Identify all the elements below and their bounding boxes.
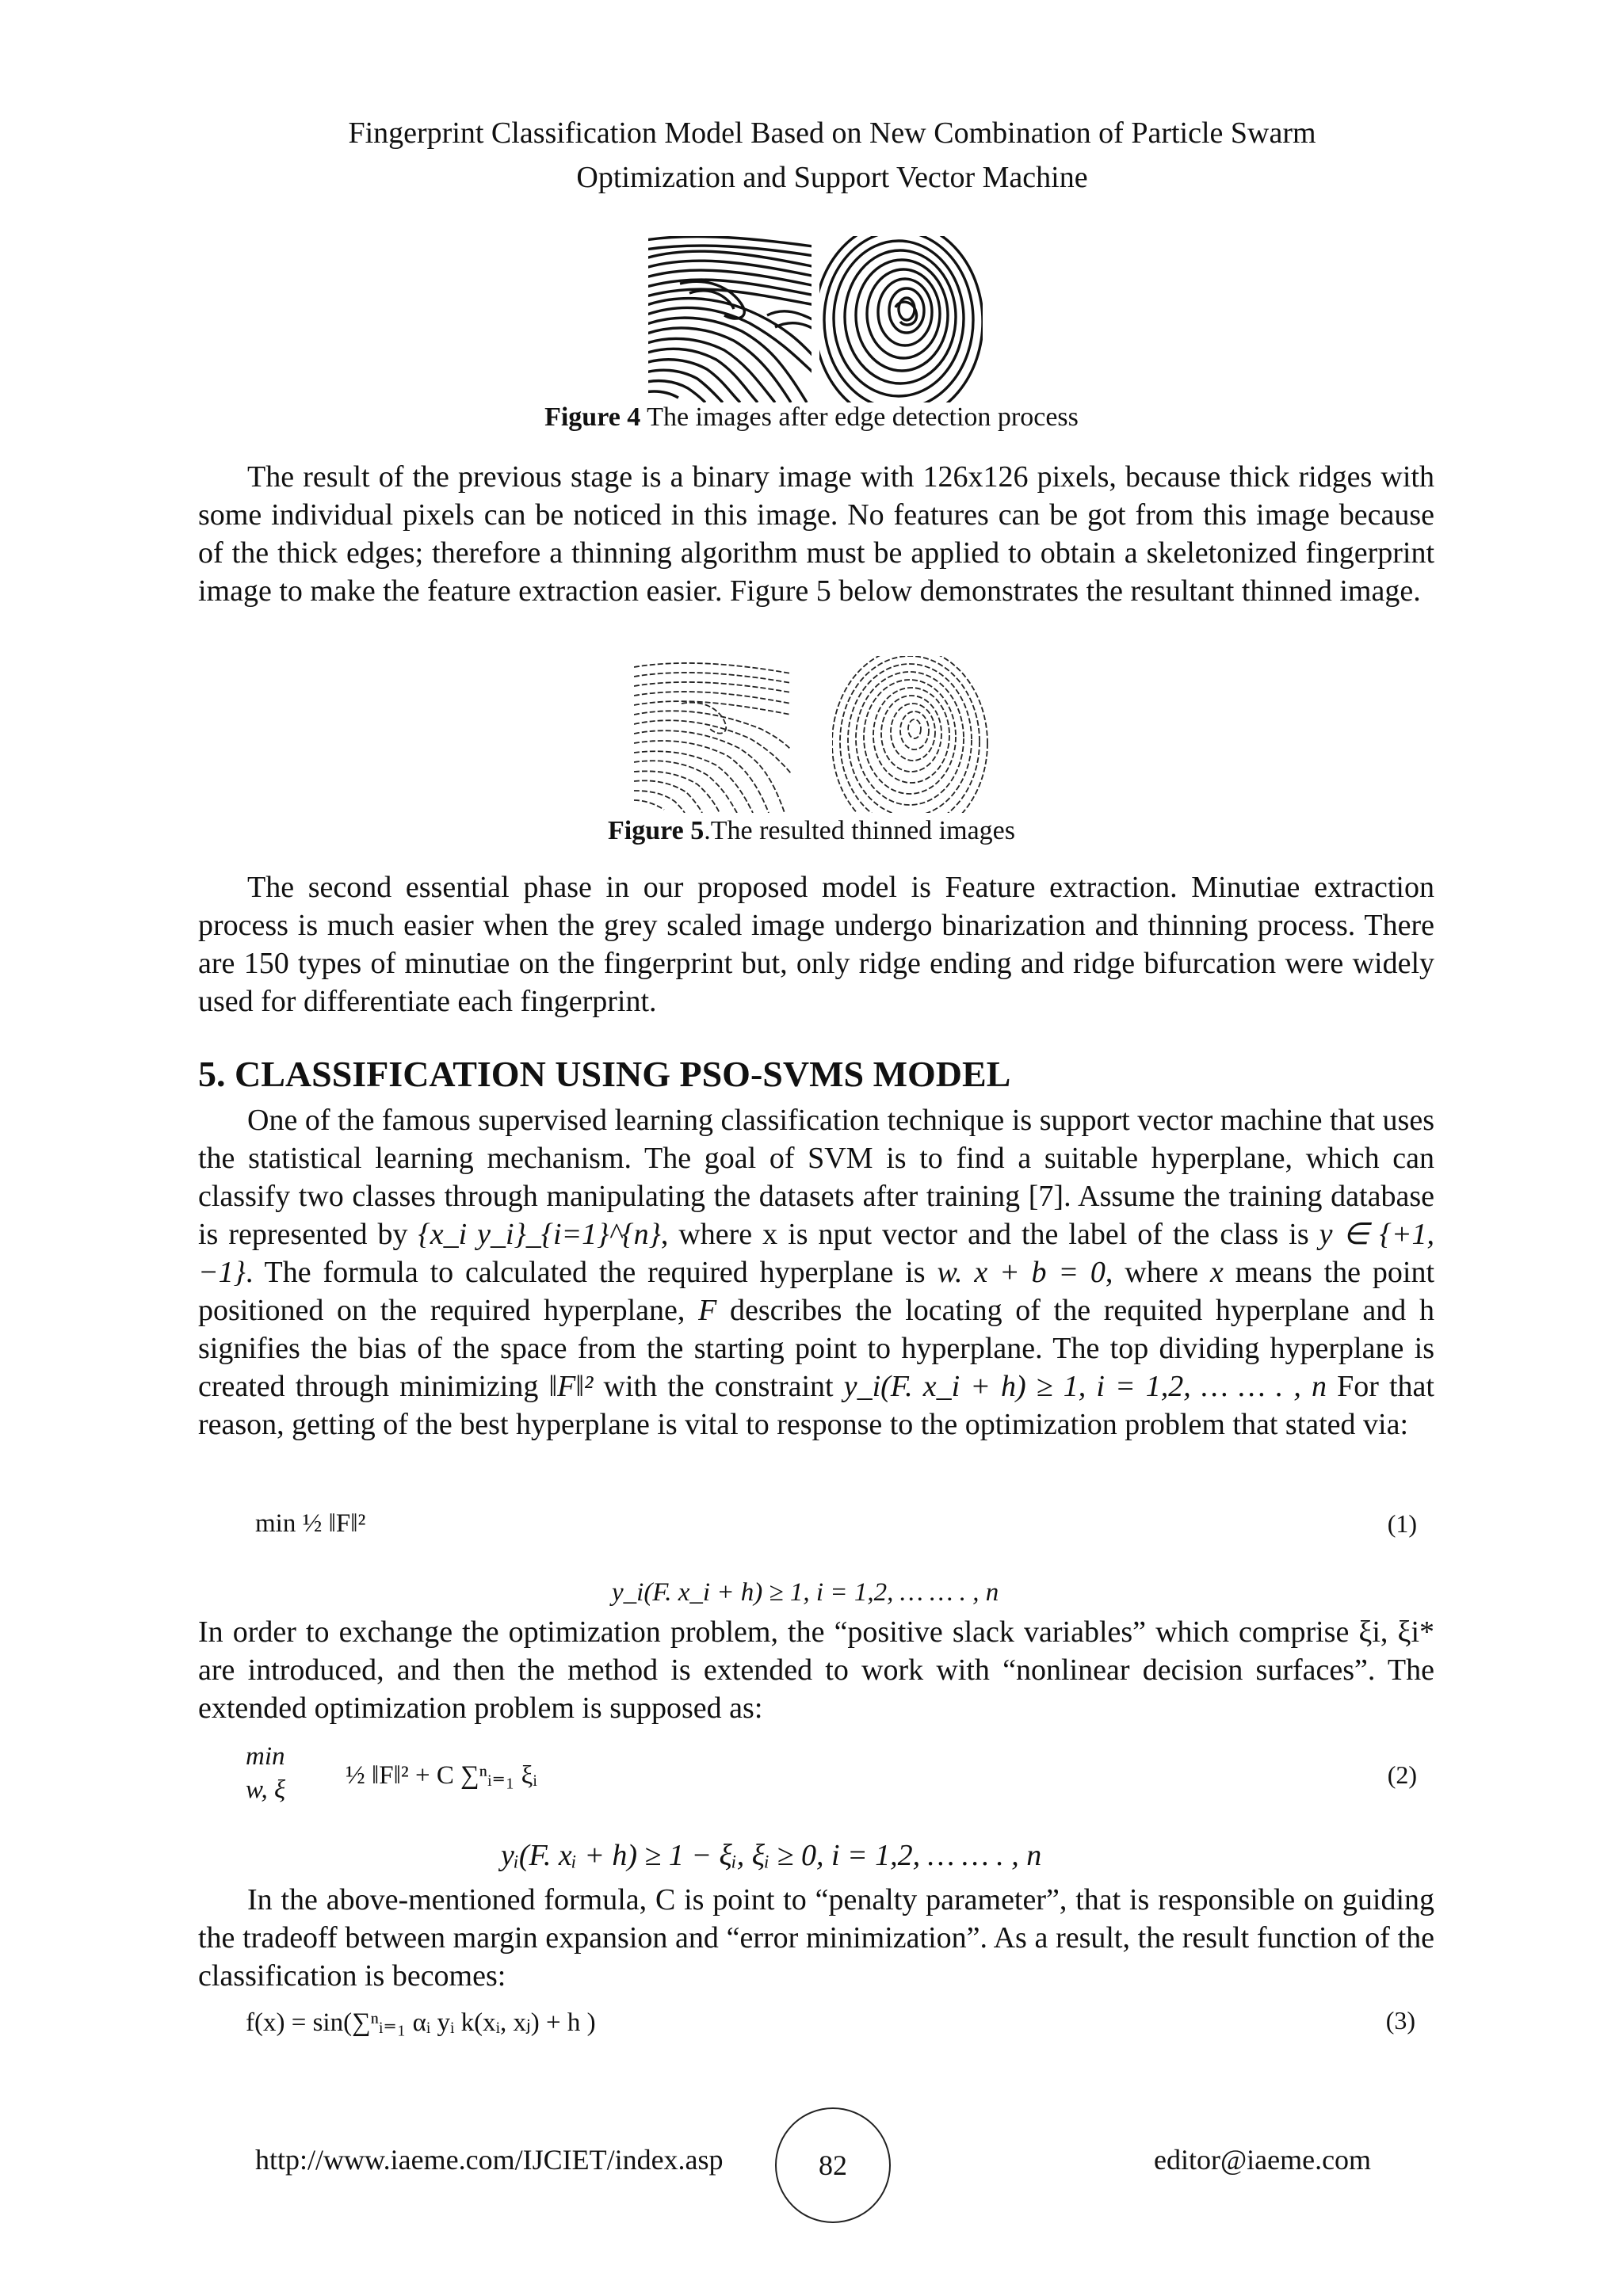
paragraph-3-text-8: For that reason, getting of the best hyperplane is vital to response to the optimization problem that stated via:	[198, 1370, 1434, 1441]
fingerprint-thinned-image-1	[634, 656, 791, 813]
equation-3-number: (3)	[1385, 2006, 1415, 2035]
equation-2-min-sub: w, ξ	[246, 1775, 286, 1804]
equation-2-number: (2)	[1387, 1760, 1417, 1789]
paragraph-3-text-1: One of the famous supervised learning classification technique is support vector machine that uses the statistical learning mechanism. The goal of SVM is to find a suitable hyperplane, which can classify two classes through manipulating the datasets after training [7]. Assume the training database is represented by	[198, 1104, 1434, 1251]
paragraph-1-text: The result of the previous stage is a binary image with 126x126 pixels, because thick ridges with some individual pixels can be noticed in this image. No features can be got from this image because of the thick edges; therefore a thinning algorithm must be applied to obtain a skeletonized fingerprint image to make the feature extraction easier. Figure 5 below demonstrates the resultant thinned image.	[198, 460, 1434, 608]
math-constraint: y_i(F. x_i + h) ≥ 1, i = 1,2, … … . , n	[843, 1370, 1327, 1403]
paragraph-3-text-7: with the constraint	[593, 1370, 844, 1403]
header-line-2: Optimization and Support Vector Machine	[576, 161, 1088, 194]
paragraph-3	[198, 1101, 1434, 1444]
section-heading: 5. CLASSIFICATION USING PSO-SVMS MODEL	[198, 1054, 1011, 1094]
equation-1-number: (1)	[1387, 1509, 1417, 1538]
paragraph-3-text-3: . The formula to calculated the required hyperplane is	[245, 1256, 938, 1289]
math-training-set: {x_i y_i}_{i=1}^{n}	[418, 1218, 661, 1251]
fingerprint-edge-image-2	[819, 236, 983, 402]
header-line-1: Fingerprint Classification Model Based on New Combination of Particle Swarm	[348, 116, 1316, 150]
equation-2-min-label: min	[246, 1742, 285, 1771]
figure-4-label: Figure 4	[544, 402, 641, 432]
equation-3: f(x) = sin(∑ⁿᵢ₌₁ αᵢ yᵢ k(xᵢ, xⱼ) + h )	[246, 2008, 596, 2037]
footer-url[interactable]: http://www.iaeme.com/IJCIET/index.asp	[255, 2144, 724, 2176]
fingerprint-edge-image-1	[648, 236, 812, 402]
paragraph-2-text: The second essential phase in our proposed model is Feature extraction. Minutiae extraction process is much easier when the grey scaled image undergo binarization and thinning process. There are 150 types of minutiae on the fingerprint but, only ridge ending and ridge bifurcation were widely used for differentiate each fingerprint.	[198, 871, 1434, 1018]
paragraph-4-text: In order to exchange the optimization problem, the “positive slack variables” which comprise ξi, ξi* are introduced, and then the method is extended to work with “nonlinear decision surfaces”. The extended optimization problem is supposed as:	[198, 1615, 1434, 1725]
figure-4-caption-text: The images after edge detection process	[640, 402, 1079, 432]
footer-email[interactable]: editor@iaeme.com	[1154, 2144, 1372, 2176]
figure-5-images	[634, 656, 989, 813]
paragraph-5-text: In the above-mentioned formula, C is point to “penalty parameter”, that is responsible on guiding the tradeoff between margin expansion and “error minimization”. As a result, the result function of the classification is becomes:	[198, 1883, 1434, 1993]
math-hyperplane: w. x + b = 0	[937, 1256, 1106, 1289]
figure-5-caption	[0, 816, 1623, 846]
figure-5-label: Figure 5	[608, 816, 705, 845]
paragraph-3-text-4: , where	[1105, 1256, 1210, 1289]
paragraph-5	[198, 1881, 1434, 1995]
equation-1: min ½ ‖F‖²	[255, 1509, 366, 1538]
math-norm: ‖F‖²	[548, 1370, 594, 1403]
equation-1-constraint: y_i(F. x_i + h) ≥ 1, i = 1,2, … … . , n	[612, 1578, 999, 1607]
figure-4-caption	[0, 402, 1623, 433]
figure-4-images	[648, 236, 983, 402]
page-number: 82	[775, 2107, 891, 2223]
math-f: F	[698, 1294, 717, 1327]
equation-2-constraint: yᵢ(F. xᵢ + h) ≥ 1 − ξᵢ, ξᵢ ≥ 0, i = 1,2, … … . , n	[501, 1839, 1042, 1872]
math-x: x	[1209, 1256, 1224, 1289]
paragraph-1	[198, 458, 1434, 610]
math-label-set: y ∈ {+1, −1}	[198, 1218, 1434, 1289]
figure-5-caption-text: .The resulted thinned images	[704, 816, 1015, 845]
paragraph-3-text-2: , where x is nput vector and the label of the class is	[660, 1218, 1319, 1251]
paragraph-3-text-5: means the point positioned on the required hyperplane,	[198, 1256, 1435, 1327]
fingerprint-thinned-image-2	[832, 656, 989, 813]
equation-2: ½ ‖F‖² + C ∑ⁿᵢ₌₁ ξᵢ	[346, 1761, 537, 1790]
paragraph-4	[198, 1613, 1434, 1727]
paragraph-3-text-6: describes the locating of the requited hyperplane and h signifies the bias of the space from the starting point to hyperplane. The top dividing hyperplane is created through minimizing	[198, 1294, 1434, 1403]
equation-2-min	[246, 1740, 285, 1806]
paragraph-2	[198, 868, 1434, 1020]
running-header	[198, 111, 1466, 200]
